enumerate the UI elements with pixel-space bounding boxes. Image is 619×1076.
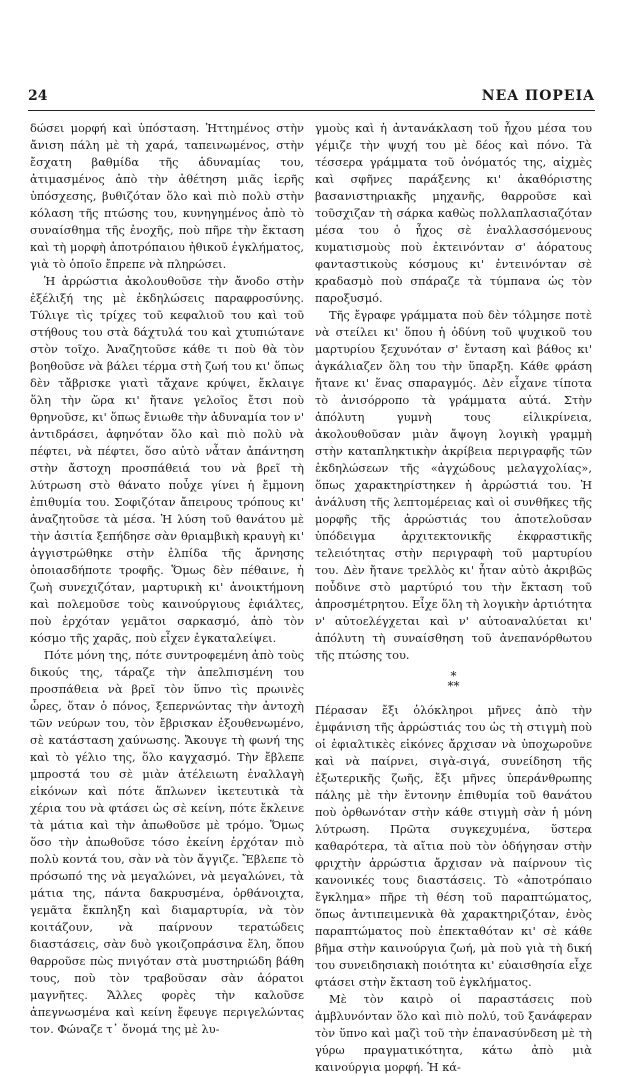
header-rule (28, 110, 595, 111)
paragraph: Πέρασαν ἔξι ὁλόκληροι μῆνες ἀπὸ τὴν ἐμφάνιση τῆς ἀρρώστιάς του ὡς τὴ στιγμὴ ποὺ οἱ ἐφιαλτικὲς εἰκόνες ἄρχισαν νὰ ὑποχωροῦνε καὶ νὰ παίρνει, σιγὰ-σιγά, συνείδηση τῆς ἐξωτερικῆς ζωῆς, ἔξι μῆνες ὑπεράνθρωπης πάλης μὲ τὴν ἔντονην ἐπιθυμία τοῦ θανάτου ποὺ ὀρθωνόταν στὴν κάθε στιγμὴ σὰν ἡ μόνη λύτρωση. Πρῶτα συγκεχυμένα, ὕστερα καθαρότερα, τὰ αἴτια ποὺ τὸν ὁδήγησαν στὴν φριχτὴν ἀρρώστια ἄρχισαν νὰ παίρνουν τὶς κανονικές τους διαστάσεις. Τὸ «ἀποτρόπαιο ἔγκλημα» πῆρε τὴ θέση τοῦ παραπτώματος, ὅπως ἀντιπειμενικὰ θὰ χαρακτηριζόταν, ἑνὸς παραπτώματος ποὺ ἐπεκταθόταν κι' σὲ κάθε βῆμα στὴν καινούργια ζωή, μὰ ποὺ γιὰ τὴ δική του συνειδησιακὴ ποιότητα κι' εὐαισθησία εἶχε φτάσει στὴν ἔκταση τοῦ ἐγκλήματος. (315, 703, 592, 989)
right-column (315, 120, 592, 1074)
paragraph: Τῆς ἔγραφε γράμματα ποὺ δὲν τόλμησε ποτὲ νὰ στείλει κι' ὅπου ἡ ὀδύνη τοῦ ψυχικοῦ του μαρτυρίου ξεχυνόταν σ' ἔνταση καὶ βάθος κι' ἀγκάλιαζεν ὅλη του τὴν ὕπαρξη. Κάθε φράση ἤτανε κι' ἕνας σπαραγμός. Δὲν εἶχανε τίποτα τὸ ἀνισόρροπο τὰ γράμματα αὐτά. Στὴν ἀπόλυτη γυμνὴ τους εἰλικρίνεια, ἀκολουθοῦσαν μιὰν ἄψογη λογικὴ γραμμὴ στὴν καταπληκτικὴν ἀκρίβεια περιγραφῆς τῶν ἐκδηλώσεων τῆς «ἀγχώδους μελαγχολίας», ὅπως χαρακτηρίστηκεν ἡ ἀρρώστιά του. Ἡ ἀνάλυση τῆς λεπτομέρειας καὶ οἱ συνθῆκες τῆς μορφῆς τῆς ἀρρώστιάς του ἀποτελοῦσαν ὑπόδειγμα ἀρχιτεκτονικῆς ἐκφραστικῆς τελειότητας στὴν περιγραφὴ τοῦ μαρτυρίου του. Δὲν ἤτανε τρελλὸς κι' ἦταν αὐτὸ ἀκριβῶς ποὖδινε στὸ μαρτύριό του τὴν ἔκταση τοῦ ἀπροσμέτρητου. Εἶχε ὅλη τὴ λογικὴν ἀρτιότητα ν' αὐτοελέγχεται καὶ ν' αὐτοαναλύεται κι' ἀπόλυτη τὴ συναίσθηση τοῦ ἀνεπανόρθωτου τῆς πτώσης του. (315, 308, 592, 662)
page-header (28, 88, 595, 110)
paragraph: Πότε μόνη της, πότε συντροφεμένη ἀπὸ τοὺς δικούς της, τάραζε τὴν ἀπελπισμένη του προσπάθεια νὰ βρεῖ τὸν ὕπνο τὶς πρωινὲς ὧρες, ὅταν ὁ πόνος, ξεπερνώντας τὴν ἀντοχὴ τῶν νεύρων του, τὸν ἔβρισκαν ἐξουθενωμένο, σὲ κατάσταση χαύνωσης. Ἄκουγε τὴ φωνή της καὶ τὸ γέλιο της, ὅλο καγχασμό. Τὴν ἔβλεπε μπροστά του σὲ μιὰν ἀτέλειωτη ἐναλλαγὴ εἰκόνων καὶ πότε ἅπλωνεν ἱκετευτικὰ τὰ χέρια του νὰ φτάσει ὡς σὲ κείνη, πότε ἔκλεινε τὰ μάτια καὶ τὴν ἀπωθοῦσε μὲ τρόμο. Ὅμως ὅσο τὴν ἀπωθοῦσε τόσο ἐκείνη ἐρχόταν πιὸ πολὺ κοντά του, σὰν νὰ τὸν ἄγγιζε. Ἔβλεπε τὸ πρόσωπό της νὰ μεγαλώνει, νὰ μεγαλώνει, τὰ μάτια της, πάντα δακρυσμένα, ὀρθάνοιχτα, γεμᾶτα ἔκπληξη καὶ διαμαρτυρία, νὰ τὸν κοιτάζουν, νὰ παίρνουν τερατώδεις διαστάσεις, σὰν δυὸ γκοιζοπράσινα ἕλη, ὅπου θαρροῦσε πὼς πνιγόταν στὰ μυστηριώδη βάθη τους, ποὺ τὸν τραβοῦσαν σὰν ἀόρατοι μαγνῆτες. Ἄλλες φορὲς τὴν καλοῦσε ἀπεγνωσμένα καὶ κείνη ἔφευγε περιγελώντας τον. Φώναζε τ᾽ ὄνομά της μὲ λυ- (30, 648, 304, 1036)
paragraph: Ἡ ἀρρώστια ἀκολουθοῦσε τὴν ἄνοδο στὴν ἐξέλιξή της μὲ ἐκδηλώσεις παραφροσύνης. Τύλιγε τὶς τρίχες τοῦ κεφαλιοῦ του καὶ τοῦ στήθους του στὰ δάχτυλά του καὶ χτυπιώτανε στὸν τοῖχο. Ἀναζητοῦσε κάθε τι ποὺ θὰ τὸν βοηθοῦσε νὰ βάλει τέρμα στὴ ζωή του κι' ὅπως δὲν τἄβρισκε γιατὶ τἄχανε κρύψει, ἔκλαιγε ὅλη τὴν ὥρα κι' ἤτανε γελοῖος ἔτσι ποὺ θρηνοῦσε, κι' ὅπως ἔνιωθε τὴν ἀδυναμία τον ν' ἀντιδράσει, ἀφηνόταν ὅλο καὶ πιὸ πολὺ νὰ πέφτει, νὰ πέφτει, ὅσο αὐτὸ νἆταν ἀπάντηση στὴν ἄστοχη προσπάθειά του νὰ βρεῖ τὴ λύτρωση στὸ θάνατο ποὖχε γίνει ἡ ἔμμονη ἐπιθυμία του. Σοφιζόταν ἄπειρους τρόπους κι' ἀναζητοῦσε τὰ μέσα. Ἡ λύση τοῦ θανάτου μὲ τὴν ἀσιτία ξεπήδησε σὰν θριαμβικὴ κραυγὴ κι' ἀγγιστρώθηκε στὴν ἐλπίδα τῆς ἄρνησης ὁποιασδήποτε τροφῆς. Ὅμως δὲν πέθαινε, ἡ ζωὴ συνεχιζόταν, μαρτυρικὴ κι' ἀνοικτήμονη καὶ πολεμοῦσε τοὺς καινούργιους ἐφιάλτες, ποὺ ἐρχόταν γεμᾶτοι σαρκασμό, ἀπὸ τὸν κόσμο τῆς χαρᾶς, ποὺ εἶχεν ἐγκαταλείψει. (30, 274, 304, 645)
asterism-star-pair (315, 678, 592, 694)
paragraph: Μὲ τὸν καιρὸ οἱ παραστάσεις ποὺ ἀμβλυνόνταν ὅλο καὶ πιὸ πολύ, τοῦ ξανάφεραν τὸν ὕπνο καὶ μαζὶ τοῦ τὴν ἐπανασύνδεση μὲ τὴ γύρω πραγματικότητα, κάτω ἀπὸ μιὰ καινούργια μορφή. Ἡ κά- (315, 992, 592, 1074)
page-number: 24 (28, 88, 48, 104)
asterism-star: * (450, 669, 457, 683)
paragraph: γμοὺς καὶ ἡ ἀντανάκλαση τοῦ ἦχου μέσα του γέμιζε τὴν ψυχή του μὲ δέος καὶ πόνο. Τὰ τέσσερα γράμματα τοῦ ὀνόματός της, αἰχμὲς καὶ σφῆνες παράξενης κι' ἀκαθόριστης βασανιστηριακῆς μηχανῆς, θαρροῦσε καὶ τοῦσχιζαν τὴ σάρκα καθὼς πολλαπλασιαζόταν μέσα του ὁ ἦχος σὲ ἐναλλασσόμενους κυματισμοὺς ποὺ ἐκτεινόνταν σ' ἀόρατους φανταστικοὺς κόσμους κι' ἐντεινόνταν σὲ κραδασμὸ ποὺ σπάραζε τὰ τύμπανα ὡς τὸν παροξυσμό. (315, 121, 592, 305)
left-column (30, 120, 304, 1036)
paragraph: δώσει μορφή καὶ ὑπόσταση. Ἡττημένος στὴν ἄνιση πάλη μὲ τὴ χαρά, ταπεινωμένος, στὴν ἔσχατη βαθμίδα τῆς ἀδυναμίας του, ἀτιμασμένος ἀπὸ τὴν ἀθέτηση μιᾶς ἱερῆς ὑπόσχεσης, βυθιζόταν ὅλο καὶ πιὸ πολὺ στὴν κόλαση τῆς πτώσης του, κυνηγημένος ἀπὸ τὸ συναίσθημα τῆς ἐνοχῆς, ποὺ πῆρε τὴν ἔκταση καὶ τὴ μορφὴ ἀποτρόπαιου ἠθικοῦ ἐγκλήματος, γιὰ τὸ ὁποῖο ἔπρεπε νὰ πληρώσει. (30, 121, 304, 271)
asterism-star: * (447, 679, 454, 693)
section-break-asterism (315, 668, 592, 694)
journal-title: ΝΕΑ ΠΟΡΕΙΑ (481, 88, 595, 104)
asterism-star: * (453, 679, 460, 693)
